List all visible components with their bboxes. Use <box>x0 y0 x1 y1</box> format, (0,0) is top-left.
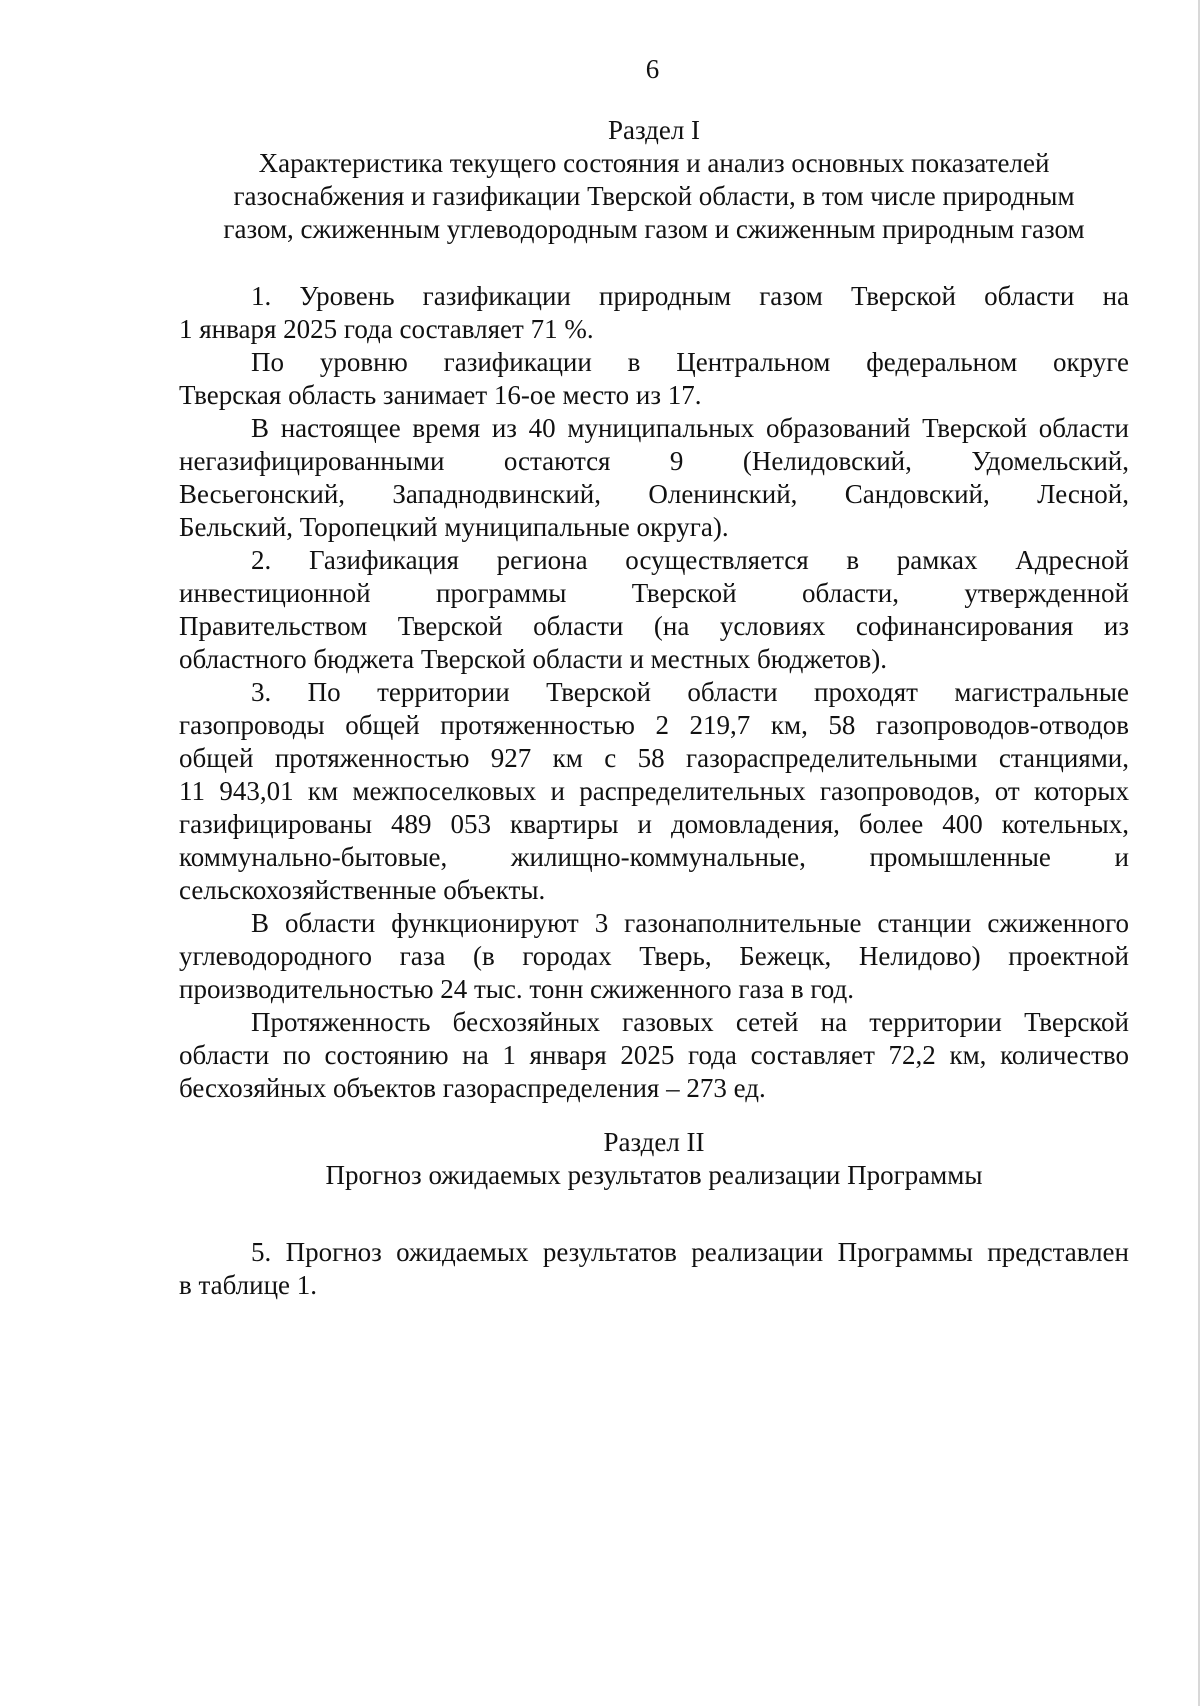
paragraph-line: 3. По территории Тверской области проходят магистральные <box>251 677 1129 707</box>
paragraph-line: В области функционируют 3 газонаполнительные станции сжиженного <box>251 908 1129 938</box>
paragraph-line: инвестиционной программы Тверской области, утвержденной <box>179 578 1129 608</box>
paragraph-line: Бельский, Торопецкий муниципальные округа). <box>179 512 729 542</box>
section-2-label: Раздел II <box>603 1127 705 1157</box>
section-1-title-line: газом, сжиженным углеводородным газом и сжиженным природным газом <box>223 214 1085 244</box>
paragraph-line: газифицированы 489 053 квартиры и домовладения, более 400 котельных, <box>179 809 1129 839</box>
paragraph-line: Правительством Тверской области (на условиях софинансирования из <box>179 611 1129 641</box>
paragraph-line: газопроводы общей протяженностью 2 219,7 км, 58 газопроводов-отводов <box>179 710 1129 740</box>
section-1-title-line: газоснабжения и газификации Тверской области, в том числе природным <box>233 181 1075 211</box>
paragraph-line: Протяженность бесхозяйных газовых сетей на территории Тверской <box>251 1007 1129 1037</box>
paragraph-line: негазифицированными остаются 9 (Нелидовский, Удомельский, <box>179 446 1129 476</box>
paragraph-line: По уровню газификации в Центральном федеральном округе <box>251 347 1129 377</box>
paragraph-line: В настоящее время из 40 муниципальных образований Тверской области <box>251 413 1129 443</box>
paragraph-line: сельскохозяйственные объекты. <box>179 875 546 905</box>
section-1-title-line: Характеристика текущего состояния и анализ основных показателей <box>258 148 1050 178</box>
paragraph-line: областного бюджета Тверской области и местных бюджетов). <box>179 644 888 674</box>
section-1-label: Раздел I <box>607 115 701 145</box>
section-2-body <box>179 1236 1129 1302</box>
paragraph-line: 11 943,01 км межпоселковых и распределительных газопроводов, от которых <box>179 776 1129 806</box>
section-2-heading <box>179 1126 1129 1192</box>
paragraph-line: в таблице 1. <box>179 1270 318 1300</box>
paragraph-line: Весьегонский, Западнодвинский, Оленинский, Сандовский, Лесной, <box>179 479 1129 509</box>
section-1-body <box>179 280 1129 1105</box>
paragraph-line: общей протяженностью 927 км с 58 газораспределительными станциями, <box>179 743 1129 773</box>
paragraph-line: коммунально-бытовые, жилищно-коммунальные, промышленные и <box>179 842 1129 872</box>
paragraph-line: углеводородного газа (в городах Тверь, Бежецк, Нелидово) проектной <box>179 941 1129 971</box>
paragraph-line: 1. Уровень газификации природным газом Тверской области на <box>251 281 1129 311</box>
paragraph-line: 5. Прогноз ожидаемых результатов реализации Программы представлен <box>251 1237 1129 1267</box>
paragraph-line: Тверская область занимает 16-ое место из 17. <box>179 380 702 410</box>
paragraph-line: бесхозяйных объектов газораспределения – 273 ед. <box>179 1073 766 1103</box>
paragraph-line: производительностью 24 тыс. тонн сжиженного газа в год. <box>179 974 854 1004</box>
section-2-title: Прогноз ожидаемых результатов реализации Программы <box>325 1160 983 1190</box>
paragraph-line: 2. Газификация региона осуществляется в рамках Адресной <box>251 545 1129 575</box>
page-number: 6 <box>645 54 660 84</box>
section-1-heading <box>179 114 1129 246</box>
paragraph-line: 1 января 2025 года составляет 71 %. <box>179 314 594 344</box>
paragraph-line: области по состоянию на 1 января 2025 года составляет 72,2 км, количество <box>179 1040 1129 1070</box>
